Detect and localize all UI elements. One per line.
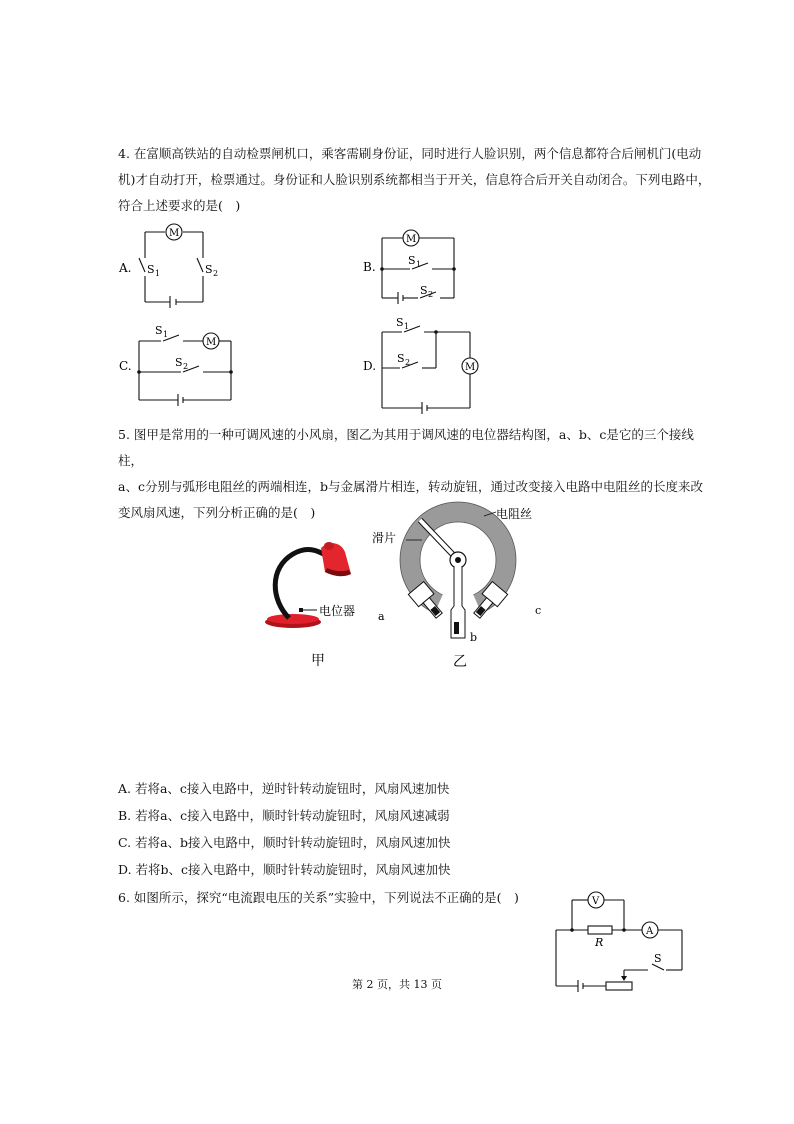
slider-label: 滑片 xyxy=(372,531,397,545)
q5-line-1: 5. 图甲是常用的一种可调风速的小风扇，图乙为其用于调风速的电位器结构图，a、b、c是它的三个接线柱， xyxy=(118,427,694,468)
page-footer: 第 2 页，共 13 页 xyxy=(352,978,442,991)
terminal-a-label: a xyxy=(378,610,385,623)
motor-label: M xyxy=(406,234,417,245)
resistance-wire-label: 电阻丝 xyxy=(496,507,533,521)
resistor-label: R xyxy=(595,936,604,949)
q4-line-3: 符合上述要求的是( ) xyxy=(118,198,241,213)
switch-sub: 2 xyxy=(183,362,189,371)
question-4-text xyxy=(118,141,718,219)
potentiometer-label: 电位器 xyxy=(319,604,356,618)
ammeter-label: A xyxy=(646,926,654,937)
q5-option-b: B. 若将a、c接入电路中，顺时针转动旋钮时，风扇风速减弱 xyxy=(118,808,450,823)
q5-option-d: D. 若将b、c接入电路中，顺时针转动旋钮时，风扇风速加快 xyxy=(118,862,451,877)
figure-yi-caption: 乙 xyxy=(453,654,467,670)
switch-label: S xyxy=(175,356,183,369)
q5-option-c: C. 若将a、b接入电路中，顺时针转动旋钮时，风扇风速加快 xyxy=(118,835,451,850)
terminal-c-label: c xyxy=(535,604,542,617)
switch-sub: 2 xyxy=(405,358,411,367)
q4-option-c-label: C. xyxy=(119,359,132,373)
switch-label: S xyxy=(397,352,405,365)
switch-label: S xyxy=(205,263,213,276)
switch-label: S xyxy=(155,324,163,337)
switch-sub: 2 xyxy=(213,269,219,278)
q4-option-d-label: D. xyxy=(363,359,377,373)
switch-sub: 1 xyxy=(404,322,410,331)
switch-label: S xyxy=(147,263,155,276)
terminal-b-label: b xyxy=(470,631,478,644)
q5-line-3: 变风扇风速，下列分析正确的是( ) xyxy=(118,505,316,520)
q4-option-a-label: A. xyxy=(119,261,132,275)
motor-label: M xyxy=(206,337,217,348)
switch-label: S xyxy=(654,952,662,965)
switch-sub: 2 xyxy=(428,290,434,299)
switch-label: S xyxy=(408,254,416,267)
switch-sub: 1 xyxy=(416,260,422,269)
switch-label: S xyxy=(396,316,404,329)
q4-line-2: 机)才自动打开，检票通过。身份证和人脸识别系统都相当于开关，信息符合后开关自动闭合。下列电路中， xyxy=(118,172,711,187)
q4-option-d-circuit xyxy=(360,314,485,414)
q5-option-a: A. 若将a、c接入电路中，逆时针转动旋钮时，风扇风速加快 xyxy=(118,781,450,796)
q4-option-b-label: B. xyxy=(363,260,376,274)
figure-jia-caption: 甲 xyxy=(311,653,325,669)
switch-sub: 1 xyxy=(155,269,161,278)
q4-option-a-circuit xyxy=(115,220,225,310)
q4-option-c-circuit xyxy=(115,320,240,410)
q4-option-b-circuit xyxy=(360,226,470,306)
resistor-icon xyxy=(588,926,612,934)
q5-figure-yi xyxy=(372,498,552,673)
q6-line-1: 6. 如图所示，探究“电流跟电压的关系”实验中，下列说法不正确的是( ) xyxy=(118,890,519,905)
motor-label: M xyxy=(465,362,476,373)
q5-line-2: a、c分别与弧形电阻丝的两端相连，b与金属滑片相连，转动旋钮，通过改变接入电路中电阻丝的长度来改 xyxy=(118,479,703,494)
q5-figure-jia xyxy=(255,530,375,670)
q4-line-1: 4. 在富顺高铁站的自动检票闸机口，乘客需刷身份证，同时进行人脸识别，两个信息都符合后闸机门(电动 xyxy=(118,146,702,161)
switch-label: S xyxy=(420,284,428,297)
voltmeter-label: V xyxy=(592,896,600,907)
motor-label: M xyxy=(169,228,180,239)
switch-sub: 1 xyxy=(163,330,169,339)
